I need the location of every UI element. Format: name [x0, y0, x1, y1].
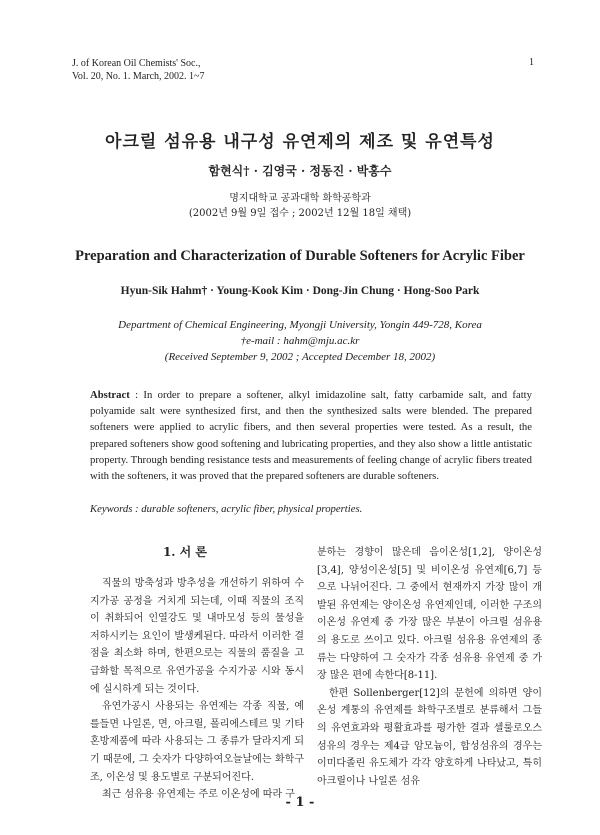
- korean-title: 아크릴 섬유용 내구성 유연제의 제조 및 유연특성: [105, 132, 495, 152]
- korean-authors: 함현식† · 김영국 · 정동진 · 박홍수: [208, 164, 392, 178]
- paragraph: 한편 Sollenberger[12]의 문헌에 의하면 양이온성 계통의 유연제를 화학구조별로 분류해서 그들의 유연효과와 평활효과를 평가한 결과 셀룰로오스 섬유의 경우는 제4급 암모늄이, 합성섬유의 경우는 이미다졸린 유도체가 각각 양호하게 나타났고, 특히 아크릴이나 나일론 섬유: [317, 687, 542, 787]
- paragraph: 분하는 경향이 많은데 음이온성[1,2], 양이온성[3,4], 양성이온성[5] 및 비이온성 유연제[6,7] 등으로 나뉘어진다. 그 중에서 현재까지 가장 많이 개발된 유연제는 양이온성 유연제인데, 이러한 구조의 이온성 유연제 중 가장 많은 부분이 아크릴 섬유용의 용도로 쓰이고 있다. 아크릴 섬유용 유연제의 종류는 다양하여 그 숫자가 각종 섬유용 유연제 중 가장 많은 편에 속한다[8-11].: [317, 547, 542, 682]
- english-dates: (Received September 9, 2002 ; Accepted December 18, 2002): [164, 351, 436, 363]
- left-column: [90, 575, 304, 804]
- korean-affiliation: 명지대학교 공과대학 화학공학과: [229, 193, 371, 204]
- email-line: †e-mail : hahm@mju.ac.kr: [240, 335, 360, 347]
- paragraph: 직물의 방축성과 방추성을 개선하기 위하여 수지가공 공정을 거치게 되는데, 이때 직물의 조직이 취화되어 인열강도 및 내마모성 등의 물성을 저하시키는 요인이 발생케된다. 따라서 이러한 결점을 최소화 하며, 한편으로는 직물의 품질을 고급화할 목적으로 유연가공을 수지가공 시와 동시에 실시하게 되는 것이다.: [90, 578, 304, 695]
- abstract-text: : In order to prepare a softener, alkyl imidazoline salt, fatty carbamide salt, and fatty polyamide salt were synthesized first, and then the synthesized salts were blended. The prepared softeners were applied to acrylic fibers, and then several properties were tested. As a result, the prepared softeners show good softening and lubricating properties, and they also show a little antistatic property. Through bending resistance tests and measurements of feeling change of acrylic fibers treated with the softeners, it was proved that the prepared softeners are durable softeners.: [90, 389, 532, 483]
- korean-dates: (2002년 9월 9일 접수 ; 2002년 12월 18일 채택): [188, 208, 412, 219]
- abstract-label: Abstract: [90, 389, 130, 401]
- english-title: Preparation and Characterization of Durable Softeners for Acrylic Fiber: [75, 248, 525, 264]
- section-heading: 1. 서 론: [162, 545, 208, 559]
- paragraph: 유연가공시 사용되는 유연제는 각종 직물, 예를들면 나일론, 면, 아크릴, 폴리에스테르 및 기타 혼방제품에 따라 사용되는 그 종류가 달라지게 되기 때문에, 그 숫자가 다양하여오늘날에는 화학구조, 이온성 및 용도별로 구분되어진다.: [90, 701, 304, 783]
- footer-page-number: - 1 -: [285, 795, 315, 810]
- english-authors: Hyun-Sik Hahm† · Young-Kook Kim · Dong-Jin Chung · Hong-Soo Park: [120, 285, 480, 297]
- right-column: [317, 544, 542, 790]
- abstract: [90, 387, 532, 484]
- english-affiliation: Department of Chemical Engineering, Myongji University, Yongin 449-728, Korea: [118, 319, 482, 331]
- journal-line-2: Vol. 20, No. 1. March, 2002. 1~7: [72, 71, 205, 82]
- english-affiliation-block: [0, 317, 600, 365]
- journal-citation: [72, 57, 204, 83]
- journal-line-1: J. of Korean Oil Chemists' Soc.,: [72, 58, 201, 69]
- korean-affiliation-block: [0, 191, 600, 221]
- top-page-number: 1: [529, 57, 534, 68]
- paragraph: 최근 섬유용 유연제는 주로 이온성에 따라 구: [102, 789, 295, 801]
- keywords: Keywords : durable softeners, acrylic fiber, physical properties.: [90, 503, 363, 515]
